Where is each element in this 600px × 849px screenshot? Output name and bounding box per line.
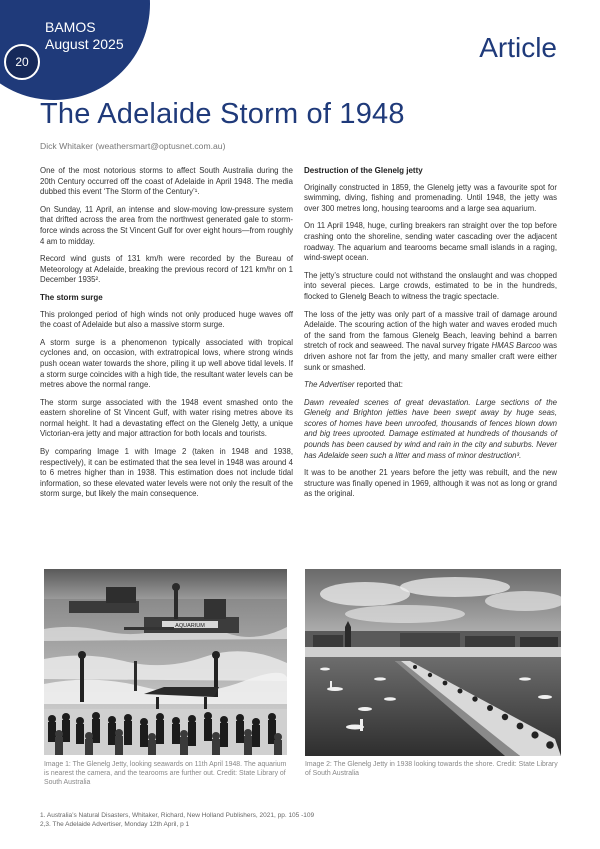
image-jetty-storm-1948 [44,569,287,755]
newspaper-quote: Dawn revealed scenes of great devastation. Large sections of the Glenelg and Brighton jetties have been swept away by huge seas, scores of homes have been unroofed, thousands of fences blown down and big trees uprooted. Damage estimated at hundreds of thousands of pounds has been caused by wind and rain in the city and suburbs. Never has Adelaide seen such a litter and mass of minor destruction³. [304,397,557,460]
paragraph: On Sunday, 11 April, an intense and slow-moving low-pressure system that drifted across the area from the northwest generated gale to storm-force winds across the St Vincent Gulf for over eight hours—from roughly 4 am to midday. [40,204,293,246]
subheading-jetty-destruction: Destruction of the Glenelg jetty [304,166,423,175]
paragraph: Originally constructed in 1859, the Glenelg jetty was a favourite spot for swimming, diving, fishing and promenading. Until 1948, the jetty was over 300 metres long, housing tearooms and a large sea aquarium. [304,182,557,213]
paragraph: The jetty’s structure could not withstand the onslaught and was chopped into several pieces. Large crowds, estimated to be in the hundreds, flocked to Glenelg Beach to witness the tragic spectacle. [304,270,557,301]
publication-name: BAMOS [45,19,96,35]
article-title: The Adelaide Storm of 1948 [40,98,405,130]
page-number-badge [4,44,40,80]
newspaper-name: The Advertiser [304,380,355,390]
issue-date: August 2025 [45,36,124,52]
footnotes [40,811,314,829]
paragraph: A storm surge is a phenomenon typically associated with tropical cyclones and, on occasion, with extratropical lows, where strong winds push ocean water towards the shore, piling it up well above tidal levels. If a storm surge coincides with a high tide, the resultant water levels can be metres above the normal range. [40,337,293,390]
aquarium-sign: AQUARIUM [175,623,205,629]
page-number: 20 [15,55,29,69]
image2-caption: Image 2: The Glenelg Jetty in 1938 looking towards the shore. Credit: State Library of South Australia [305,761,558,777]
paragraph: The storm surge associated with the 1948 event smashed onto the eastern shoreline of St Vincent Gulf, with water rising metres above its normal height. It had a devastating effect on the Glenelg Jetty, a unique Victorian-era jetty and major attraction for both locals and tourists. [40,397,293,439]
paragraph: One of the most notorious storms to affect South Australia during the 20th Century occurred off the coast of Adelaide in April 1948. The media dubbed this event ‘The Storm of the Century’¹. [40,166,293,197]
paragraph: This prolonged period of high winds not only produced huge waves off the coast of Adelaide but also a massive storm surge. [40,309,293,330]
footnote: 2,3. The Adelaide Advertiser, Monday 12th April, p 1 [40,821,190,828]
paragraph: By comparing Image 1 with Image 2 (taken in 1948 and 1938, respectively), it can be estimated that the sea level in 1948 was around 4 to 6 metres higher than in 1938. This estimation does not include tidal information, so these elevated water levels were not only the result of the storm surge, but likely the main consequence. [40,447,293,499]
paragraph [304,380,557,391]
ship-name: HMAS Barcoo [491,341,541,351]
text-run: reported that: [354,380,403,390]
subheading-storm-surge: The storm surge [40,292,103,302]
paragraph: On 11 April 1948, huge, curling breakers ran straight over the top before crashing onto the shoreline, sending water cascading over the adjacent roadway. The aquarium and tearooms became small islands in a raging, wind-swept ocean. [304,221,557,263]
section-label: Article [479,32,557,63]
footnote: 1. Australia’s Natural Disasters, Whitaker, Richard, New Holland Publishers, 2021, pp. 105 -109 [40,812,315,819]
paragraph: Record wind gusts of 131 km/h were recorded by the Bureau of Meteorology at Adelaide, breaking the previous record of 121 km/hr on 1 December 1935². [40,254,293,285]
text-run: was driven ashore not far from the jetty, and many smaller craft were either sunk or smashed. [304,341,557,372]
image-jetty-1938 [305,569,561,756]
publication-info [45,19,124,53]
paragraph [304,310,557,374]
right-column [304,166,557,507]
image1-caption: Image 1: The Glenelg Jetty, looking seawards on 11th April 1948. The aquarium is nearest the camera, and the tearooms are further out. Credit: State Library of South Australia [44,761,287,786]
left-column [40,166,293,507]
text-run: The loss of the jetty was only part of a massive trail of damage around Adelaide. The scouring action of the high water and waves eroded much of the sand from the famous Glenelg Beach, leaving behind a barren stretch of rock and seaweed. The naval survey frigate [304,309,557,351]
paragraph: It was to be another 21 years before the jetty was rebuilt, and the new structure was finally opened in 1969, although it was not as long or grand as the original. [304,468,557,499]
article-byline: Dick Whitaker (weathersmart@optusnet.com.au) [40,141,226,151]
